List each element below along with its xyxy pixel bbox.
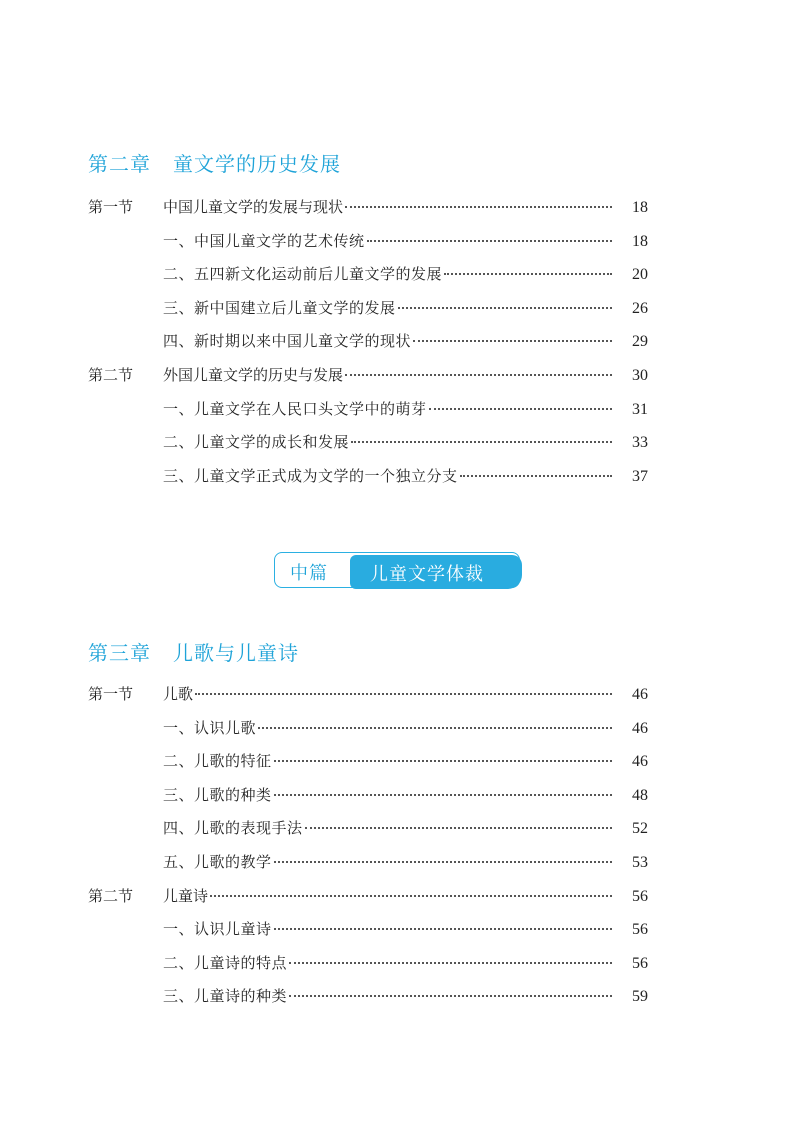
toc-subsection-row[interactable] (88, 952, 648, 986)
page-number: 48 (632, 786, 648, 804)
page-number: 30 (632, 366, 648, 384)
subsection-title: 二、儿歌的特征 (163, 752, 272, 771)
dot-leader (195, 693, 612, 695)
page-number: 52 (632, 820, 648, 838)
page-number: 56 (632, 954, 648, 972)
toc-section-row[interactable] (88, 683, 648, 717)
dot-leader (289, 962, 612, 964)
toc-subsection-row[interactable] (88, 263, 648, 297)
dot-leader (444, 273, 612, 275)
dot-leader (429, 408, 612, 410)
toc-section-row[interactable] (88, 196, 648, 230)
dot-leader (345, 206, 612, 208)
chapter-3-toc (88, 683, 648, 1019)
part-title: 儿童文学体裁 (370, 564, 484, 585)
toc-subsection-row[interactable] (88, 398, 648, 432)
subsection-title: 一、认识儿童诗 (163, 920, 272, 939)
page-number: 46 (632, 719, 648, 737)
section-number: 第一节 (88, 198, 134, 216)
toc-subsection-row[interactable] (88, 230, 648, 264)
page-number: 20 (632, 266, 648, 284)
subsection-title: 二、五四新文化运动前后儿童文学的发展 (163, 265, 443, 284)
subsection-title: 四、新时期以来中国儿童文学的现状 (163, 332, 412, 351)
chapter-3-title: 儿歌与儿童诗 (173, 641, 299, 665)
dot-leader (345, 374, 612, 376)
page-number: 26 (632, 299, 648, 317)
subsection-title: 一、儿童文学在人民口头文学中的萌芽 (163, 399, 427, 418)
chapter-2-title: 童文学的历史发展 (173, 152, 341, 176)
page-number: 29 (632, 333, 648, 351)
section-title: 外国儿童文学的历史与发展 (163, 365, 344, 384)
toc-subsection-row[interactable] (88, 431, 648, 465)
toc-subsection-row[interactable] (88, 330, 648, 364)
dot-leader (274, 861, 612, 863)
section-number: 第二节 (88, 365, 134, 384)
part-label: 中篇 (290, 563, 328, 584)
dot-leader (289, 995, 612, 997)
chapter-3-number: 第三章 (88, 641, 151, 665)
page-number: 46 (632, 753, 648, 771)
dot-leader (398, 307, 612, 309)
dot-leader (305, 827, 612, 829)
dot-leader (210, 895, 612, 897)
chapter-2-heading (88, 148, 341, 177)
subsection-title: 三、儿童诗的种类 (163, 987, 288, 1006)
subsection-title: 三、儿童文学正式成为文学的一个独立分支 (163, 466, 458, 485)
dot-leader (367, 240, 612, 242)
dot-leader (460, 475, 612, 477)
chapter-2-toc (88, 196, 648, 498)
toc-subsection-row[interactable] (88, 985, 648, 1019)
page-number: 18 (632, 199, 648, 216)
dot-leader (413, 340, 612, 342)
toc-subsection-row[interactable] (88, 918, 648, 952)
dot-leader (274, 794, 612, 796)
page-number: 56 (632, 921, 648, 939)
page-number: 33 (632, 434, 648, 452)
toc-subsection-row[interactable] (88, 784, 648, 818)
section-title: 儿歌 (163, 685, 194, 703)
subsection-title: 一、认识儿歌 (163, 718, 257, 737)
chapter-3-heading (88, 637, 299, 666)
subsection-title: 四、儿歌的表现手法 (163, 819, 303, 838)
part-banner (274, 552, 526, 590)
page-number: 18 (632, 232, 648, 250)
section-number: 第一节 (88, 685, 134, 703)
subsection-title: 三、儿歌的种类 (163, 785, 272, 804)
page-number: 59 (632, 988, 648, 1006)
toc-subsection-row[interactable] (88, 817, 648, 851)
page-number: 37 (632, 467, 648, 485)
chapter-2-number: 第二章 (88, 152, 151, 176)
dot-leader (274, 928, 612, 930)
dot-leader (274, 760, 612, 762)
dot-leader (351, 441, 612, 443)
subsection-title: 二、儿童文学的成长和发展 (163, 433, 350, 452)
dot-leader (258, 727, 612, 729)
toc-section-row[interactable] (88, 885, 648, 919)
section-title: 中国儿童文学的发展与现状 (163, 198, 344, 216)
toc-section-row[interactable] (88, 364, 648, 398)
subsection-title: 三、新中国建立后儿童文学的发展 (163, 298, 396, 317)
toc-subsection-row[interactable] (88, 717, 648, 751)
toc-subsection-row[interactable] (88, 465, 648, 499)
page-number: 56 (632, 887, 648, 905)
page-number: 46 (632, 686, 648, 703)
page-number: 53 (632, 853, 648, 871)
toc-subsection-row[interactable] (88, 851, 648, 885)
section-title: 儿童诗 (163, 886, 209, 905)
section-number: 第二节 (88, 886, 134, 905)
toc-subsection-row[interactable] (88, 297, 648, 331)
subsection-title: 五、儿歌的教学 (163, 852, 272, 871)
subsection-title: 二、儿童诗的特点 (163, 953, 288, 972)
subsection-title: 一、中国儿童文学的艺术传统 (163, 231, 365, 250)
toc-subsection-row[interactable] (88, 750, 648, 784)
page-number: 31 (632, 400, 648, 418)
